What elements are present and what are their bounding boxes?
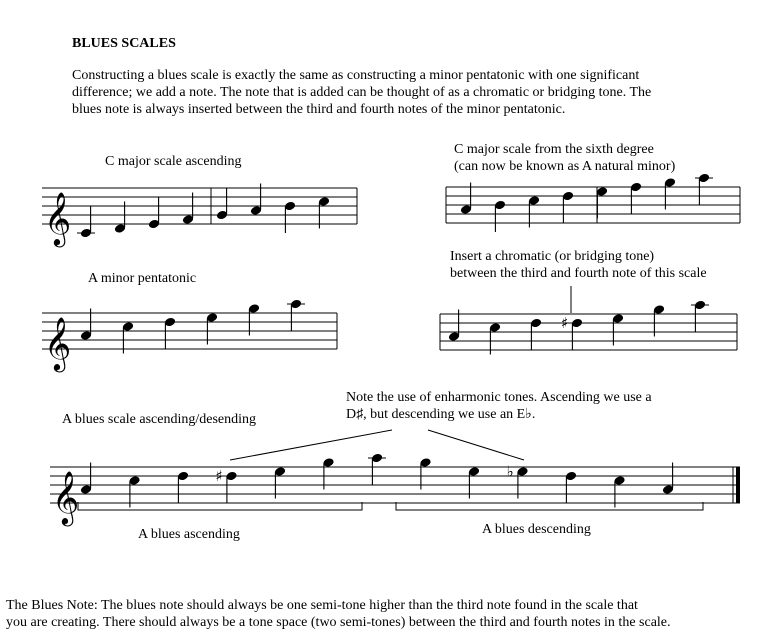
pointer-line-dsharp <box>230 430 392 460</box>
intro-line-3: blues note is always inserted between the third and fourth notes of the minor pentatonic. <box>72 102 566 117</box>
treble-clef-icon: 𝄞 <box>44 316 72 370</box>
label-blues-ascending: A blues ascending <box>138 527 240 542</box>
label-insert-chromatic-2: between the third and fourth note of this scale <box>450 266 707 281</box>
label-blues-descending: A blues descending <box>482 522 591 537</box>
treble-clef-icon: 𝄞 <box>52 470 80 524</box>
page-title: BLUES SCALES <box>72 36 176 51</box>
label-c-major-sixth-1: C major scale from the sixth degree <box>454 142 654 157</box>
flat-icon: ♭ <box>506 462 514 481</box>
staff-a-minor-pentatonic <box>42 299 337 372</box>
intro-line-1: Constructing a blues scale is exactly the same as constructing a minor pentatonic with one significant <box>72 68 640 83</box>
label-a-minor-pentatonic: A minor pentatonic <box>88 271 197 286</box>
label-enharmonic-1: Note the use of enharmonic tones. Ascending we use a <box>346 390 652 405</box>
staff-a-natural-minor <box>446 173 740 232</box>
intro-line-2: difference; we add a note. The note that is added can be thought of as a chromatic or bridging tone. The <box>72 85 652 100</box>
treble-clef-icon: 𝄞 <box>44 191 72 245</box>
footer-line-2: you are creating. There should always be a tone space (two semi-tones) between the third and fourth notes in the scale. <box>6 615 671 630</box>
label-insert-chromatic-1: Insert a chromatic (or bridging tone) <box>450 249 655 264</box>
label-blues-asc-desc: A blues scale ascending/desending <box>62 412 257 427</box>
staff-a-blues-insert <box>440 300 737 355</box>
staff-a-blues-asc-desc <box>50 453 740 526</box>
label-c-major: C major scale ascending <box>105 154 242 169</box>
label-c-major-sixth-2: (can now be known as A natural minor) <box>454 159 676 174</box>
sharp-icon: ♯ <box>561 314 569 332</box>
staff-c-major <box>42 184 357 248</box>
sharp-icon: ♯ <box>215 467 223 485</box>
label-enharmonic-2: D♯, but descending we use an E♭. <box>346 407 536 422</box>
pointer-line-eflat <box>428 430 524 460</box>
footer-line-1: The Blues Note: The blues note should always be one semi-tone higher than the third note found in the scale that <box>6 598 638 613</box>
